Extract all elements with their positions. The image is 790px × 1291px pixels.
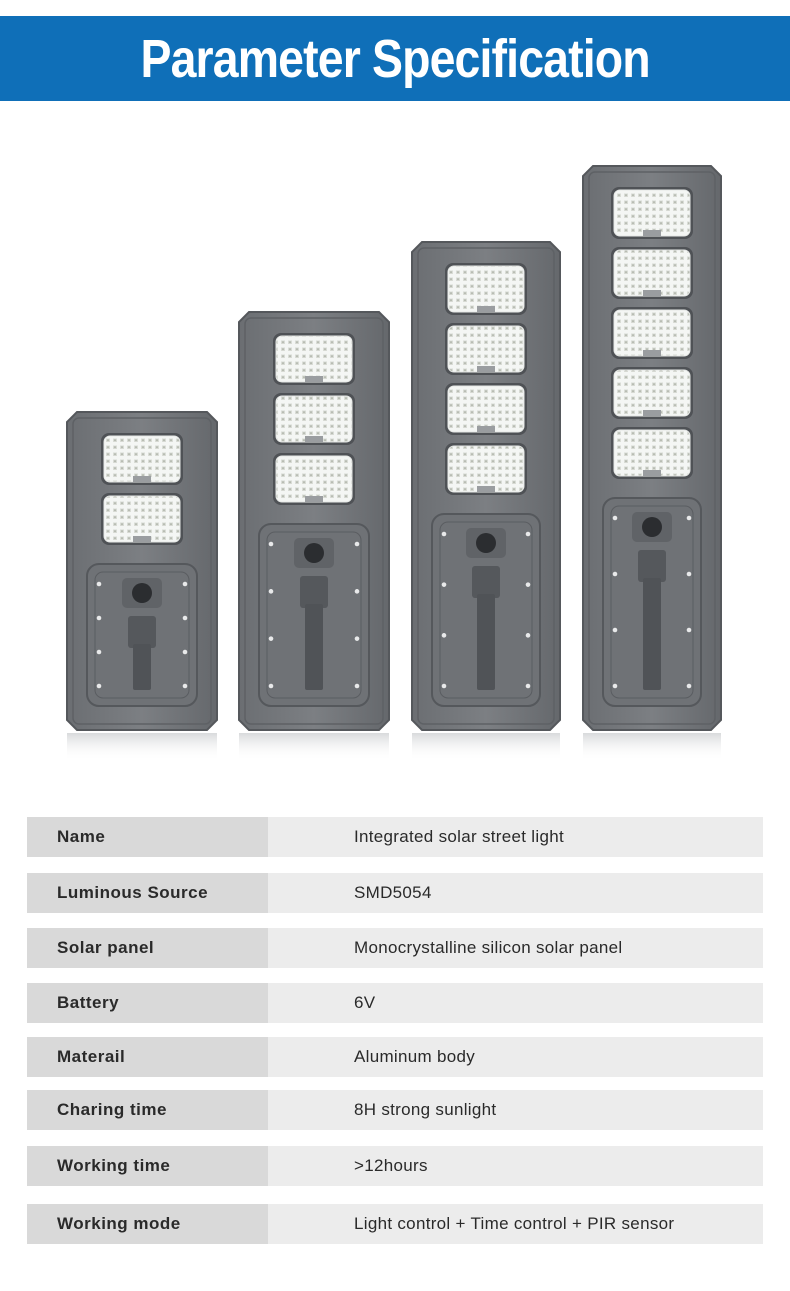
- spec-value: Light control + Time control + PIR sensor: [268, 1204, 763, 1244]
- spec-row: [27, 817, 763, 857]
- spec-row: [27, 1204, 763, 1244]
- spec-key: Working mode: [27, 1204, 268, 1244]
- spec-row: [27, 1146, 763, 1186]
- product-image: [0, 150, 790, 790]
- spec-key: Working time: [27, 1146, 268, 1186]
- spec-key: Charing time: [27, 1090, 268, 1130]
- spec-key: Name: [27, 817, 268, 857]
- page-title: Parameter Specification: [140, 28, 650, 89]
- spec-value: SMD5054: [268, 873, 763, 913]
- spec-key: Luminous Source: [27, 873, 268, 913]
- title-banner: [0, 16, 790, 101]
- spec-row: [27, 1090, 763, 1130]
- spec-row: [27, 983, 763, 1023]
- spec-key: Battery: [27, 983, 268, 1023]
- spec-row: [27, 928, 763, 968]
- spec-value: Monocrystalline silicon solar panel: [268, 928, 763, 968]
- spec-value: Integrated solar street light: [268, 817, 763, 857]
- spec-value: Aluminum body: [268, 1037, 763, 1077]
- spec-row: [27, 873, 763, 913]
- street-light-model: [412, 242, 560, 761]
- street-light-model: [67, 412, 217, 761]
- street-light-model: [583, 166, 721, 761]
- spec-value: 8H strong sunlight: [268, 1090, 763, 1130]
- solar-street-light-lineup-icon: [0, 150, 790, 790]
- spec-key: Materail: [27, 1037, 268, 1077]
- street-light-model: [239, 312, 389, 761]
- spec-value: 6V: [268, 983, 763, 1023]
- spec-row: [27, 1037, 763, 1077]
- spec-value: >12hours: [268, 1146, 763, 1186]
- spec-key: Solar panel: [27, 928, 268, 968]
